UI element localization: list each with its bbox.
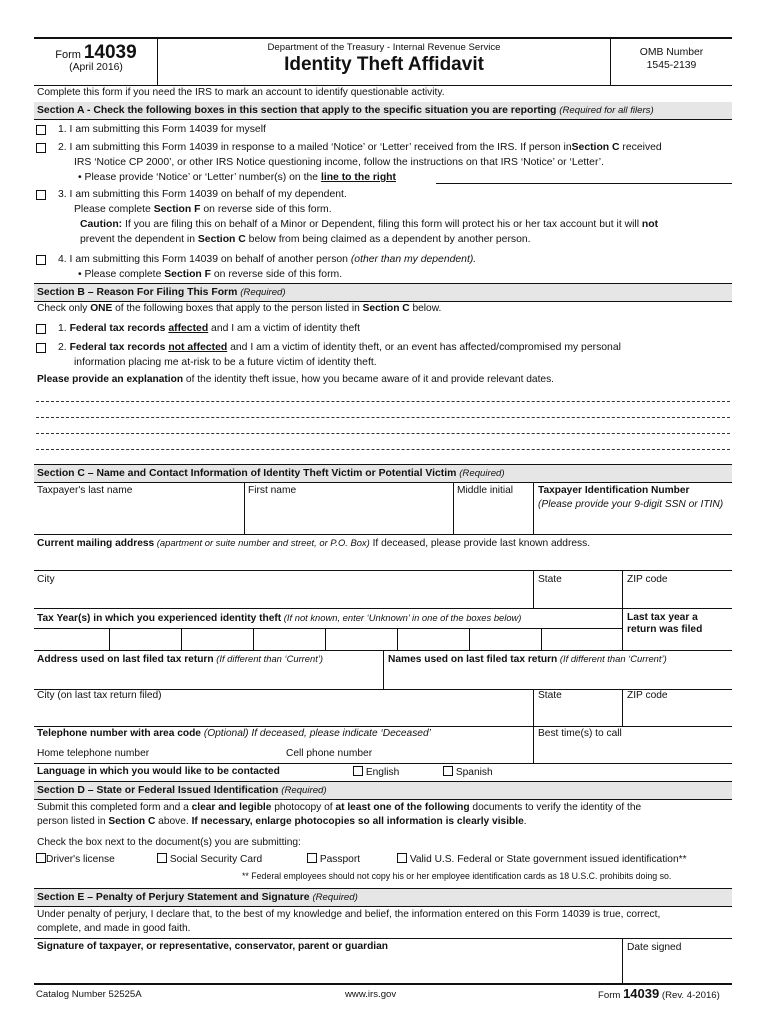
- english-checkbox[interactable]: [353, 766, 363, 776]
- b-opt2-num: 2.: [58, 342, 70, 353]
- section-d-heading: [34, 782, 732, 799]
- last-return-state-field[interactable]: State: [538, 690, 562, 701]
- section-a-checkbox-1[interactable]: [36, 125, 46, 135]
- b-opt1-a: Federal tax records: [69, 323, 169, 334]
- last-name-field[interactable]: Taxpayer's last name: [37, 485, 133, 496]
- doc-passport[interactable]: [307, 853, 360, 865]
- section-e-heading: [34, 889, 732, 906]
- last-return-address-field[interactable]: [37, 653, 323, 665]
- item3-line2-a: Please complete: [74, 204, 154, 215]
- b-opt2-line2: information placing me at-risk to be a future victim of identity theft.: [74, 357, 377, 368]
- spanish-option[interactable]: [443, 766, 493, 778]
- item2-text-a: 2. I am submitting this Form 14039 in response to a mailed ‘Notice’ or ‘Letter’ received from the IRS. If person in: [58, 142, 572, 153]
- caution-text-b: prevent the dependent in: [80, 234, 198, 245]
- caution-label: Caution:: [80, 219, 123, 230]
- item2-section-c: Section C: [571, 142, 620, 153]
- section-e-title: Section E – Penalty of Perjury Statement and Signature: [37, 892, 310, 903]
- spanish-label: Spanish: [455, 767, 493, 778]
- form-number: 14039: [83, 42, 137, 63]
- tax-year-box-8[interactable]: [542, 629, 621, 649]
- explain-bold: Please provide an explanation: [37, 374, 184, 385]
- caution-text-c: below from being claimed as a dependent by another person.: [245, 234, 531, 245]
- section-c-note: (Required): [459, 468, 505, 479]
- item3-section-f: Section F: [153, 204, 201, 215]
- d-submit-a: Submit this completed form and a: [37, 802, 192, 813]
- section-b-checkbox-2[interactable]: [36, 343, 46, 353]
- tax-year-label: [37, 612, 521, 624]
- d-submit-d: at least one of the following: [335, 802, 470, 813]
- gov-id-label: Valid U.S. Federal or State government issued identification**: [409, 854, 687, 865]
- tax-year-box-3[interactable]: [182, 629, 252, 649]
- explanation-line-1[interactable]: [36, 401, 730, 402]
- d-submit-c: photocopy of: [271, 802, 336, 813]
- caution-section-c: Section C: [197, 234, 246, 245]
- tax-year-box-7[interactable]: [470, 629, 540, 649]
- section-a-checkbox-3[interactable]: [36, 190, 46, 200]
- form-id-block: [36, 42, 156, 73]
- item3-line1: 3. I am submitting this Form 14039 on behalf of my dependent.: [58, 189, 347, 200]
- tax-year-box-2[interactable]: [110, 629, 180, 649]
- section-c-heading: [34, 465, 732, 482]
- b-instr-section-c: Section C: [362, 303, 410, 314]
- item2-line3-a: • Please provide ‘Notice’ or ‘Letter’ number(s) on the: [78, 172, 321, 183]
- b-opt1-affected: affected: [168, 323, 209, 334]
- item2-line2: IRS ‘Notice CP 2000’, or other IRS Notice questioning income, follow the instructions on that IRS ‘Notice’ or ‘Letter’.: [74, 157, 604, 168]
- mailing-deceased: If deceased, please provide last known address.: [369, 538, 591, 549]
- drivers-license-checkbox[interactable]: [36, 853, 46, 863]
- doc-drivers-license[interactable]: [36, 853, 115, 865]
- section-a-item-4: [36, 252, 736, 282]
- form-word: Form: [55, 49, 81, 61]
- spanish-checkbox[interactable]: [443, 766, 453, 776]
- passport-label: Passport: [319, 854, 361, 865]
- english-option[interactable]: [353, 766, 399, 778]
- last-year-line2: return was filed: [627, 624, 703, 635]
- ssn-card-label: Social Security Card: [169, 854, 263, 865]
- b-opt2-not-affected: not affected: [168, 342, 228, 353]
- irs-website[interactable]: www.irs.gov: [345, 989, 397, 1000]
- section-d-instruction-1: [37, 802, 641, 813]
- english-label: English: [365, 767, 400, 778]
- b-instr-one: ONE: [90, 303, 113, 314]
- section-a-item-3: [36, 187, 736, 247]
- b-opt2-c: and I am a victim of identity theft, or an event has affected/compromised my personal: [227, 342, 621, 353]
- middle-initial-field[interactable]: Middle initial: [457, 485, 514, 496]
- doc-government-id[interactable]: [397, 853, 687, 865]
- city-field[interactable]: City: [37, 574, 55, 585]
- b-opt1-c: and I am a victim of identity theft: [208, 323, 361, 334]
- tax-year-box-4[interactable]: [254, 629, 324, 649]
- perjury-statement-2: complete, and made in good faith.: [37, 923, 191, 934]
- phone-note: (Optional) If deceased, please indicate ‘Deceased’: [200, 728, 431, 739]
- footer-form-word: Form: [598, 990, 624, 1001]
- section-b-heading: [34, 284, 732, 301]
- tax-year-note: (If not known, enter ‘Unknown’ in one of the boxes below): [281, 612, 522, 623]
- section-c-title: Section C – Name and Contact Information of Identity Theft Victim or Potential Victim: [37, 468, 457, 479]
- b-instr-a: Check only: [37, 303, 91, 314]
- last-year-line1: Last tax year a: [627, 612, 698, 623]
- tax-year-box-1[interactable]: [35, 629, 108, 649]
- addr-last-label: Address used on last filed tax return: [37, 654, 214, 665]
- d-submit-b: clear and legible: [191, 802, 272, 813]
- zip-field[interactable]: ZIP code: [627, 574, 668, 585]
- omb-block: [611, 46, 732, 72]
- item4-text-b: (other than my dependent).: [350, 254, 477, 265]
- section-a-note: (Required for all filers): [559, 105, 654, 116]
- intro-text: Complete this form if you need the IRS to mark an account to identify questionable activity.: [37, 87, 445, 98]
- d-submit2-c: above.: [155, 816, 192, 827]
- last-tax-year-label: [627, 612, 702, 636]
- tin-field[interactable]: Taxpayer Identification Number: [538, 485, 690, 496]
- form-date: (April 2016): [69, 62, 123, 73]
- item4-line2-c: on reverse side of this form.: [211, 269, 343, 280]
- telephone-label: [37, 728, 431, 739]
- item2-line-to-right: line to the right: [320, 172, 396, 183]
- passport-checkbox[interactable]: [307, 853, 317, 863]
- d-submit-e: documents to verify the identity of the: [469, 802, 642, 813]
- d-submit2-d: If necessary, enlarge photocopies so all information is clearly visible: [191, 816, 524, 827]
- state-field[interactable]: State: [538, 574, 562, 585]
- last-return-zip-field[interactable]: ZIP code: [627, 690, 668, 701]
- section-b-note: (Required): [240, 287, 286, 298]
- b-instr-e: below.: [409, 303, 442, 314]
- section-b-instruction: [37, 303, 441, 314]
- item4-section-f: Section F: [164, 269, 211, 280]
- last-return-city-field[interactable]: City (on last tax return filed): [37, 690, 162, 701]
- signature-field[interactable]: Signature of taxpayer, or representative, conservator, parent or guardian: [37, 941, 389, 952]
- date-signed-field[interactable]: Date signed: [627, 942, 682, 953]
- doc-social-security-card[interactable]: [157, 853, 262, 865]
- first-name-field[interactable]: First name: [248, 485, 297, 496]
- explanation-line-4[interactable]: [36, 449, 730, 450]
- agency-name: Department of the Treasury - Internal Revenue Service: [267, 42, 501, 53]
- section-b-checkbox-1[interactable]: [36, 324, 46, 334]
- omb-label: OMB Number: [639, 47, 704, 58]
- explanation-prompt: [37, 374, 554, 385]
- mailing-note: (apartment or suite number and street, or P.O. Box): [154, 537, 370, 548]
- section-b-title: Section B – Reason For Filing This Form: [37, 287, 238, 298]
- tin-note: (Please provide your 9-digit SSN or ITIN): [538, 499, 724, 510]
- title-block: [158, 42, 610, 76]
- section-a-title: Section A - Check the following boxes in this section that apply to the specific situation you are reporting: [37, 105, 557, 116]
- section-b-option-2: [36, 340, 736, 370]
- section-a-item-1-text: 1. I am submitting this Form 14039 for myself: [58, 124, 266, 135]
- explanation-line-2[interactable]: [36, 417, 730, 418]
- tax-year-bold: Tax Year(s) in which you experienced identity theft: [37, 613, 282, 624]
- cell-phone-field[interactable]: Cell phone number: [286, 748, 373, 759]
- mailing-label: Current mailing address: [37, 538, 155, 549]
- section-d-check-instruction: Check the box next to the document(s) you are submitting:: [37, 837, 301, 848]
- names-last-label: Names used on last filed tax return: [388, 654, 558, 665]
- d-submit2-b: Section C: [108, 816, 156, 827]
- explanation-line-3[interactable]: [36, 433, 730, 434]
- drivers-license-label: Driver's license: [46, 854, 115, 865]
- tax-year-box-6[interactable]: [398, 629, 468, 649]
- omb-number: 1545-2139: [646, 60, 697, 71]
- caution-not: not: [641, 219, 659, 230]
- ssn-card-checkbox[interactable]: [157, 853, 167, 863]
- names-last-note: (If different than ‘Current’): [557, 653, 667, 664]
- explain-rest: of the identity theft issue, how you became aware of it and provide relevant dates.: [183, 374, 555, 385]
- b-instr-c: of the following boxes that apply to the person listed in: [112, 303, 363, 314]
- footer-rev: (Rev. 4-2016): [659, 990, 720, 1001]
- language-label: Language in which you would like to be contacted: [37, 766, 280, 777]
- perjury-statement-1: Under penalty of perjury, I declare that, to the best of my knowledge and belief, the information entered on this Form 14039 is true, correct,: [37, 909, 661, 920]
- section-a-item-1: [36, 122, 736, 137]
- section-d-instruction-2: [37, 816, 527, 827]
- b-opt2-a: Federal tax records: [69, 342, 169, 353]
- section-a-checkbox-2[interactable]: [36, 143, 46, 153]
- item4-text-a: 4. I am submitting this Form 14039 on behalf of another person: [58, 254, 351, 265]
- section-d-note: (Required): [281, 785, 327, 796]
- section-a-checkbox-4[interactable]: [36, 255, 46, 265]
- home-phone-field[interactable]: Home telephone number: [37, 748, 150, 759]
- section-a-heading: [34, 102, 732, 119]
- item4-line2-a: • Please complete: [78, 269, 165, 280]
- last-return-names-field[interactable]: [388, 653, 667, 665]
- catalog-number: Catalog Number 52525A: [36, 989, 142, 1000]
- section-b-option-1: [36, 321, 736, 336]
- b-opt1-num: 1.: [58, 323, 70, 334]
- footer-form-number: 14039: [623, 986, 660, 1001]
- section-d-title: Section D – State or Federal Issued Identification: [37, 785, 279, 796]
- federal-employee-footnote: ** Federal employees should not copy his or her employee identification cards as 18 U.S.C. prohibits doing so.: [242, 871, 672, 881]
- addr-last-note: (If different than ‘Current’): [213, 653, 324, 664]
- gov-id-checkbox[interactable]: [397, 853, 407, 863]
- phone-bold: Telephone number with area code: [37, 728, 201, 739]
- item3-line2-c: on reverse side of this form.: [200, 204, 332, 215]
- caution-text-a: If you are filing this on behalf of a Minor or Dependent, filing this form will protect his or her tax account but it will: [122, 219, 642, 230]
- section-a-item-2: [36, 140, 736, 185]
- form-title: Identity Theft Affidavit: [284, 54, 484, 75]
- section-e-note: (Required): [312, 892, 358, 903]
- d-submit2-a: person listed in: [37, 816, 109, 827]
- d-submit2-e: .: [523, 816, 527, 827]
- best-time-field[interactable]: Best time(s) to call: [538, 728, 622, 739]
- mailing-address-field[interactable]: [37, 537, 590, 549]
- item2-text-c: received: [619, 142, 662, 153]
- tax-year-box-5[interactable]: [326, 629, 396, 649]
- footer-form-id: [598, 986, 720, 1001]
- notice-number-line[interactable]: [436, 183, 732, 184]
